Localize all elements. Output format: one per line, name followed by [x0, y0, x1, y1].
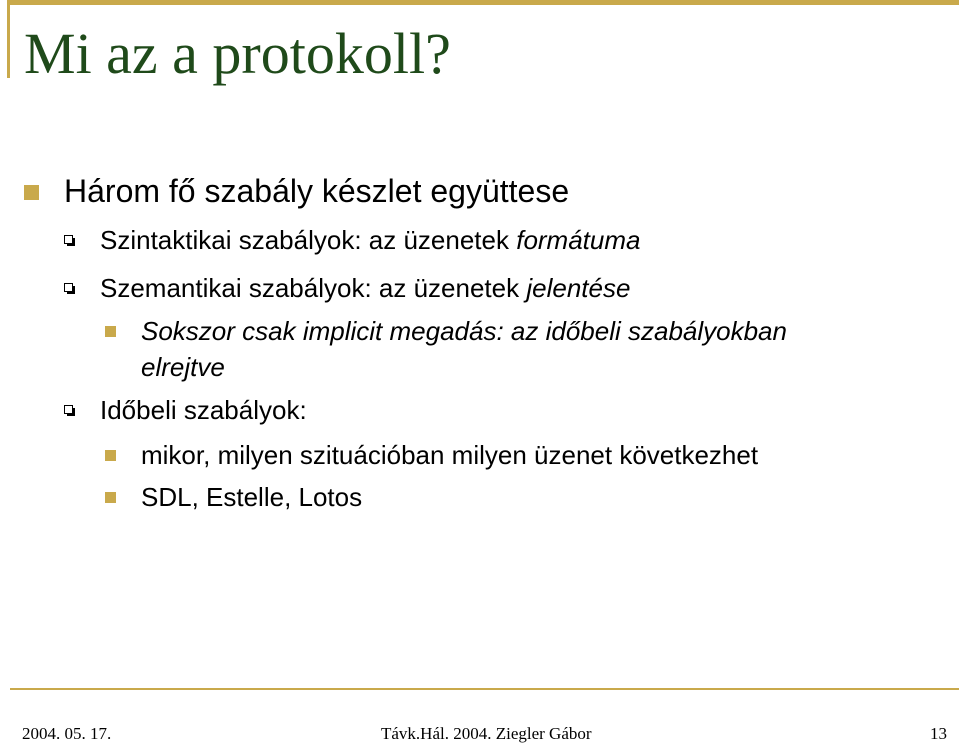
bullet-timing: [100, 394, 307, 426]
frame-top-bar: [7, 0, 959, 5]
bullet-timing-sub2-text: SDL, Estelle, Lotos: [141, 482, 363, 512]
footer-divider: [10, 688, 959, 690]
slide-title: Mi az a protokoll?: [24, 21, 451, 86]
bullet-semantic-sub-line2: elrejtve: [141, 352, 225, 382]
square-bullet-icon: [105, 326, 116, 337]
square-bullet-icon: [105, 492, 116, 503]
bullet-timing-text: Időbeli szabályok:: [100, 395, 307, 425]
checkbox-bullet-icon: [64, 283, 75, 294]
checkbox-bullet-icon: [64, 405, 75, 416]
bullet-syntax-emphasis: formátuma: [516, 225, 641, 255]
bullet-semantic-text: Szemantikai szabályok: az üzenetek: [100, 273, 527, 303]
footer-author: Távk.Hál. 2004. Ziegler Gábor: [381, 724, 592, 743]
bullet-semantic-sub-line1: Sokszor csak implicit megadás: az időbeli szabályokban: [141, 316, 787, 346]
square-bullet-icon: [24, 185, 39, 200]
bullet-syntax-text: Szintaktikai szabályok: az üzenetek: [100, 225, 517, 255]
bullet-timing-sub2: [141, 479, 362, 515]
bullet-main-text: Három fő szabály készlet együttese: [64, 173, 570, 209]
footer-page-number: 13: [930, 724, 947, 743]
checkbox-bullet-icon: [64, 235, 75, 246]
bullet-timing-sub1: [141, 437, 758, 473]
square-bullet-icon: [105, 450, 116, 461]
bullet-semantic-emphasis: jelentése: [526, 273, 631, 303]
footer-date: 2004. 05. 17.: [22, 724, 112, 743]
frame-left-bar: [7, 0, 10, 78]
bullet-semantic-sub: [141, 313, 787, 385]
bullet-main: [64, 172, 569, 210]
bullet-semantic: [100, 272, 630, 304]
bullet-syntax: [100, 224, 640, 256]
bullet-timing-sub1-text: mikor, milyen szituációban milyen üzenet következhet: [141, 440, 759, 470]
